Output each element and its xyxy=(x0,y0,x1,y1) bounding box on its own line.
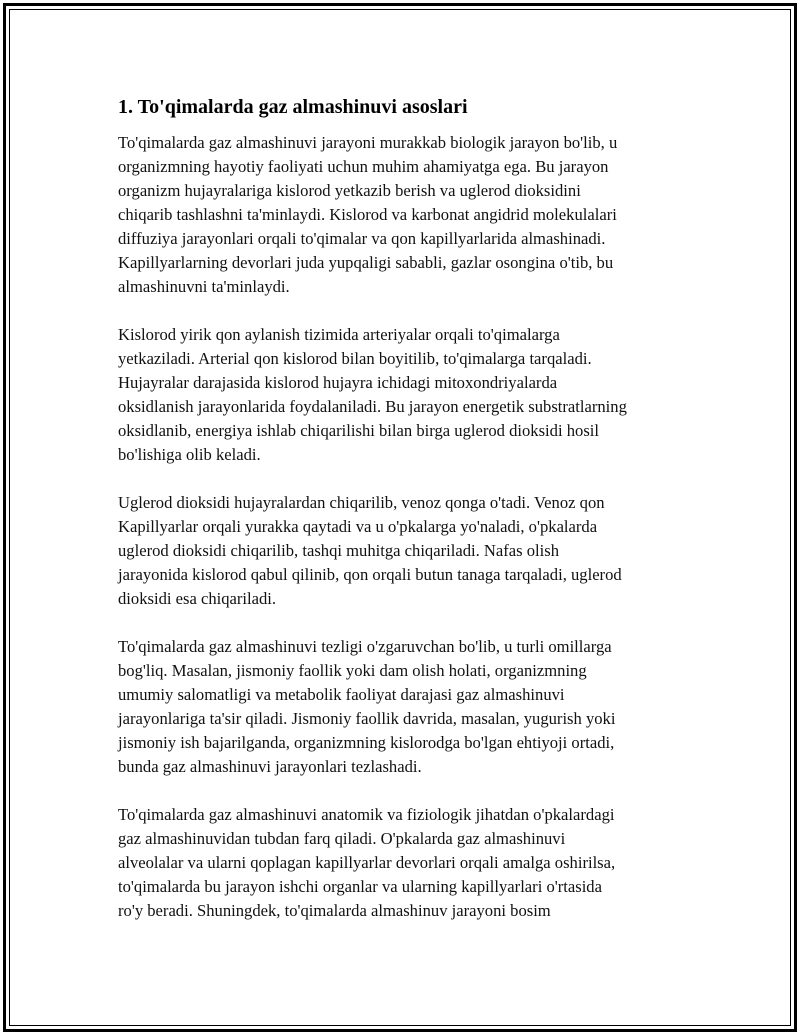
text-line: diffuziya jarayonlari orqali to'qimalar va qon kapillyarlarida almashinadi. xyxy=(118,229,606,248)
paragraph-4 xyxy=(118,635,718,779)
text-line: to'qimalarda bu jarayon ishchi organlar va ularning kapillyarlari o'rtasida xyxy=(118,877,602,896)
paragraph-3 xyxy=(118,491,718,611)
text-line: Kapillyarlar orqali yurakka qaytadi va u o'pkalarga yo'naladi, o'pkalarda xyxy=(118,517,598,536)
text-line: chiqarib tashlashni ta'minlaydi. Kislorod va karbonat angidrid molekulalari xyxy=(118,205,617,224)
text-line: bunda gaz almashinuvi jarayonlari tezlashadi. xyxy=(118,757,422,776)
text-line: bo'lishiga olib keladi. xyxy=(118,445,261,464)
text-line: organizmning hayotiy faoliyati uchun muhim ahamiyatga ega. Bu jarayon xyxy=(118,157,609,176)
text-line: Kapillyarlarning devorlari juda yupqaligi sababli, gazlar osongina o'tib, bu xyxy=(118,253,614,272)
text-line: jarayonlariga ta'sir qiladi. Jismoniy faollik davrida, masalan, yugurish yoki xyxy=(118,709,616,728)
text-line: Hujayralar darajasida kislorod hujayra ichidagi mitoxondriyalarda xyxy=(118,373,558,392)
text-line: yetkaziladi. Arterial qon kislorod bilan boyitilib, to'qimalarga tarqaladi. xyxy=(118,349,592,368)
text-line: Uglerod dioksidi hujayralardan chiqarilib, venoz qonga o'tadi. Venoz qon xyxy=(118,493,605,512)
text-line: oksidlanib, energiya ishlab chiqarilishi bilan birga uglerod dioksidi hosil xyxy=(118,421,599,440)
document-body xyxy=(118,93,718,947)
text-line: Kislorod yirik qon aylanish tizimida arteriyalar orqali to'qimalarga xyxy=(118,325,560,344)
paragraph-2 xyxy=(118,323,718,467)
section-heading: 1. To'qimalarda gaz almashinuvi asoslari xyxy=(118,96,468,118)
text-line: umumiy salomatligi va metabolik faoliyat darajasi gaz almashinuvi xyxy=(118,685,565,704)
text-line: oksidlanish jarayonlarida foydalaniladi. Bu jarayon energetik substratlarning xyxy=(118,397,627,416)
paragraph-1 xyxy=(118,131,718,299)
text-line: dioksidi esa chiqariladi. xyxy=(118,589,277,608)
text-line: bog'liq. Masalan, jismoniy faollik yoki dam olish holati, organizmning xyxy=(118,661,587,680)
text-line: alveolalar va ularni qoplagan kapillyarlar devorlari orqali amalga oshirilsa, xyxy=(118,853,616,872)
text-line: uglerod dioksidi chiqarilib, tashqi muhitga chiqariladi. Nafas olish xyxy=(118,541,560,560)
text-line: ro'y beradi. Shuningdek, to'qimalarda almashinuv jarayoni bosim xyxy=(118,901,551,920)
text-line: jismoniy ish bajarilganda, organizmning kislorodga bo'lgan ehtiyoji ortadi, xyxy=(118,733,615,752)
paragraph-5 xyxy=(118,803,718,923)
text-line: organizm hujayralariga kislorod yetkazib berish va uglerod dioksidini xyxy=(118,181,581,200)
text-line: jarayonida kislorod qabul qilinib, qon orqali butun tanaga tarqaladi, uglerod xyxy=(118,565,622,584)
text-line: To'qimalarda gaz almashinuvi jarayoni murakkab biologik jarayon bo'lib, u xyxy=(118,133,618,152)
text-line: To'qimalarda gaz almashinuvi anatomik va fiziologik jihatdan o'pkalardagi xyxy=(118,805,615,824)
text-line: To'qimalarda gaz almashinuvi tezligi o'zgaruvchan bo'lib, u turli omillarga xyxy=(118,637,612,656)
text-line: gaz almashinuvidan tubdan farq qiladi. O'pkalarda gaz almashinuvi xyxy=(118,829,566,848)
text-line: almashinuvni ta'minlaydi. xyxy=(118,277,290,296)
